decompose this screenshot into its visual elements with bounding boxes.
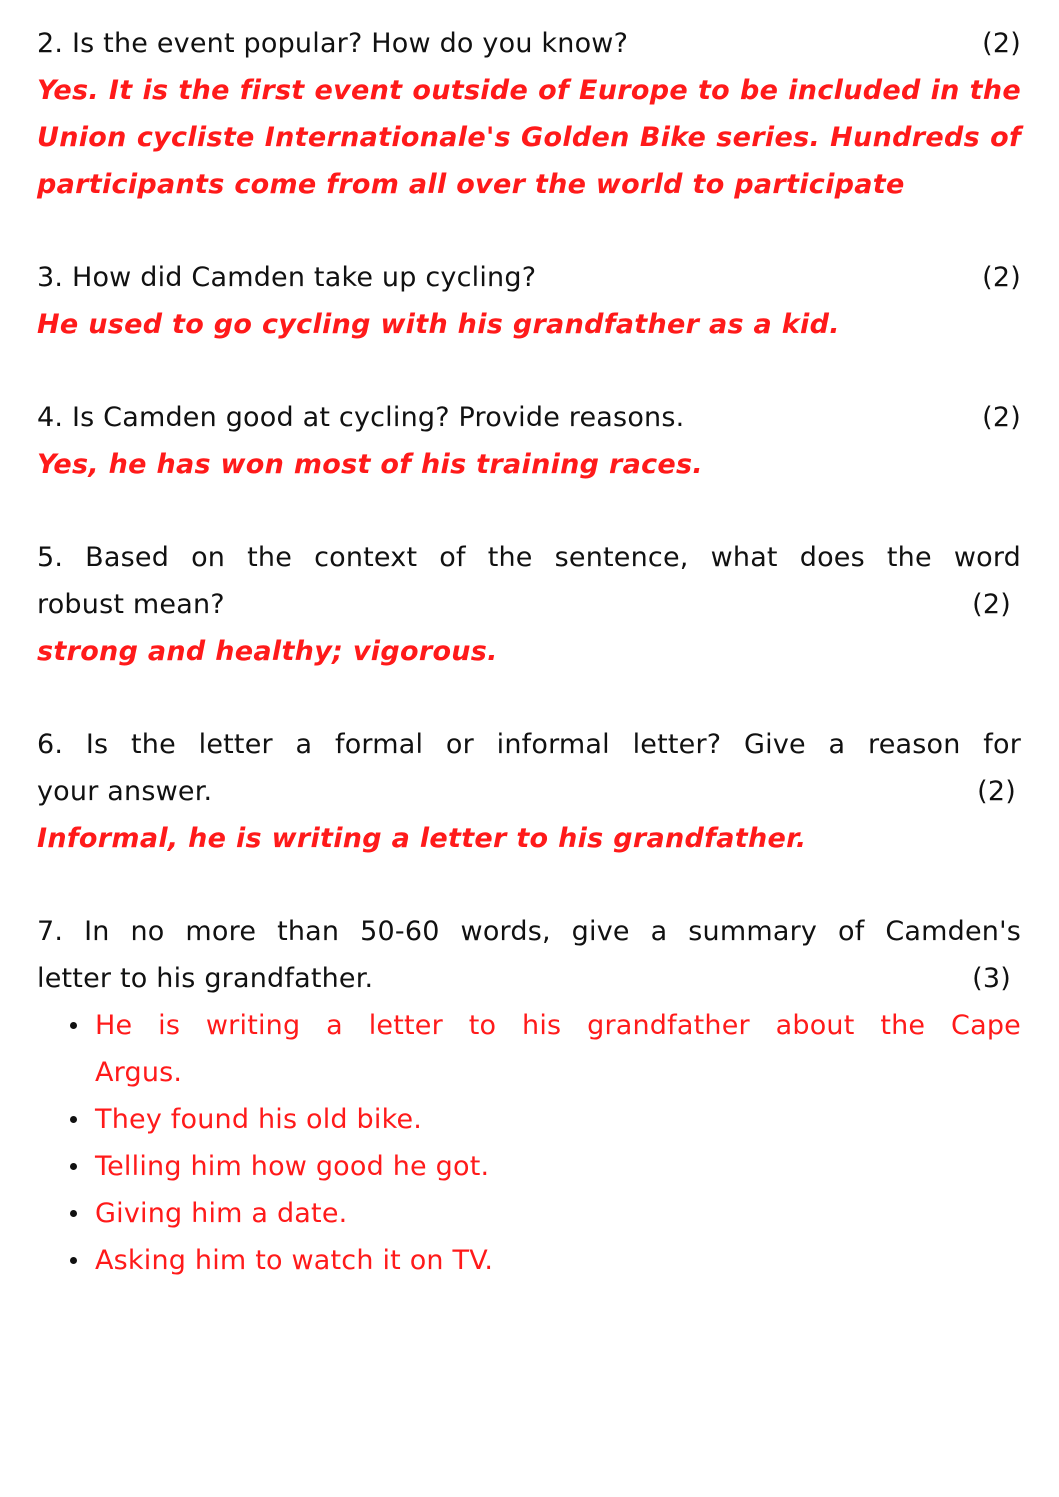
question-5-marks: (2) — [972, 589, 1011, 620]
worksheet-page — [37, 20, 1021, 1330]
question-6-text-2: your answer. — [37, 776, 213, 807]
question-2-marks: (2) — [982, 28, 1021, 59]
question-6-answer: Informal, he is writing a letter to his grandfather. — [37, 823, 807, 854]
answer-2-line-1: Yes. It is the first event outside of Europe to be included in the — [37, 75, 1021, 106]
question-3 — [37, 254, 1021, 348]
list-item-text: Giving him a date. — [95, 1198, 348, 1229]
question-7-text-2: letter to his grandfather. — [37, 963, 374, 994]
bullet-icon — [70, 1163, 77, 1170]
list-item-text: They found his old bike. — [95, 1104, 423, 1135]
list-item — [37, 1190, 1021, 1237]
list-item-text: Asking him to watch it on TV. — [95, 1245, 494, 1276]
question-3-marks: (2) — [982, 262, 1021, 293]
question-2 — [37, 20, 1021, 208]
question-4-line — [37, 394, 1021, 441]
question-7-answer-list — [37, 1002, 1021, 1284]
list-item-text: Telling him how good he got. — [95, 1151, 490, 1182]
question-6-line-1: 6. Is the letter a formal or informal letter? Give a reason for — [37, 729, 1021, 760]
question-2-line — [37, 20, 1021, 67]
question-7-marks: (3) — [972, 963, 1011, 994]
answer-2-line-3: participants come from all over the world to participate — [37, 169, 905, 200]
question-6 — [37, 721, 1021, 862]
question-5 — [37, 534, 1021, 675]
question-2-answer — [37, 67, 1021, 208]
question-6-marks: (2) — [977, 776, 1016, 807]
question-6-line-2 — [37, 768, 1021, 815]
bullet-icon — [70, 1210, 77, 1217]
bullet-icon — [70, 1257, 77, 1264]
question-7-line-1: 7. In no more than 50-60 words, give a summary of Camden's — [37, 916, 1021, 947]
question-5-line-2 — [37, 581, 1021, 628]
list-item-text-line-2: Argus. — [95, 1057, 183, 1088]
question-7-line-2 — [37, 955, 1021, 1002]
question-3-answer: He used to go cycling with his grandfather as a kid. — [37, 309, 840, 340]
question-5-line-1: 5. Based on the context of the sentence, what does the word — [37, 542, 1021, 573]
bullet-icon — [70, 1022, 77, 1029]
question-7 — [37, 908, 1021, 1284]
question-4-answer: Yes, he has won most of his training races. — [37, 449, 703, 480]
list-item — [37, 1096, 1021, 1143]
question-4-marks: (2) — [982, 402, 1021, 433]
question-3-text: 3. How did Camden take up cycling? — [37, 262, 537, 293]
answer-2-line-2: Union cycliste Internationale's Golden Bike series. Hundreds of — [37, 122, 1021, 153]
question-5-text-2: robust mean? — [37, 589, 225, 620]
list-item-text — [95, 1002, 1021, 1096]
question-3-line — [37, 254, 1021, 301]
list-item — [37, 1002, 1021, 1096]
list-item-text-line-1: He is writing a letter to his grandfather about the Cape — [95, 1010, 1021, 1041]
bullet-icon — [70, 1116, 77, 1123]
question-4-text: 4. Is Camden good at cycling? Provide reasons. — [37, 402, 685, 433]
question-2-text: 2. Is the event popular? How do you know? — [37, 28, 629, 59]
list-item — [37, 1237, 1021, 1284]
question-5-answer: strong and healthy; vigorous. — [37, 636, 498, 667]
list-item — [37, 1143, 1021, 1190]
question-4 — [37, 394, 1021, 488]
